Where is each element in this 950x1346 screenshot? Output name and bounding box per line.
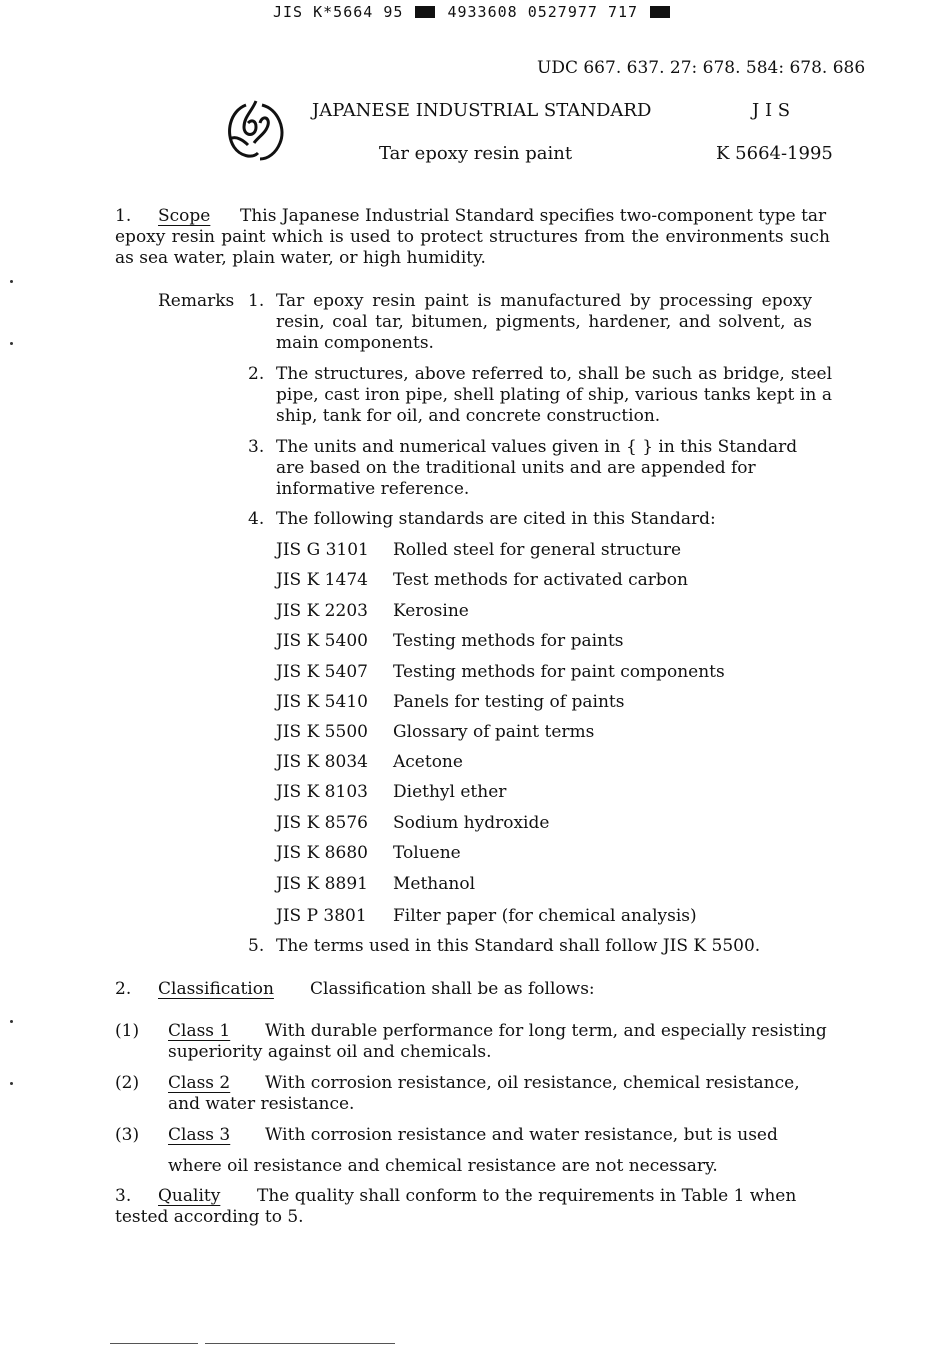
barcode-right-text: 4933608 0527977 717 xyxy=(447,3,639,21)
footer-rule xyxy=(205,1343,395,1344)
remark-number: 1. xyxy=(248,291,265,311)
standard-code: JIS P 3801 xyxy=(276,906,367,926)
document-number: K 5664-1995 xyxy=(716,143,833,164)
class-number: (3) xyxy=(115,1125,140,1145)
class-description: and water resistance. xyxy=(168,1094,355,1114)
classification-heading: Classification xyxy=(158,979,274,999)
standard-title: Testing methods for paints xyxy=(393,631,624,651)
cited-standard-row xyxy=(276,540,681,561)
remarks-label: Remarks xyxy=(158,291,235,311)
document-barcode xyxy=(273,2,672,23)
document-title: Tar epoxy resin paint xyxy=(379,143,573,164)
standard-code: JIS K 8680 xyxy=(276,843,368,863)
standard-title: Diethyl ether xyxy=(393,782,507,802)
standard-title: Kerosine xyxy=(393,601,469,621)
scope-text: epoxy resin paint which is used to protect structures from the environments such as sea water, plain water, or high humidity. xyxy=(115,227,830,268)
standard-title: Toluene xyxy=(393,843,461,863)
scan-speck xyxy=(10,1082,13,1085)
scan-speck xyxy=(10,342,13,345)
classification-text: Classification shall be as follows: xyxy=(310,979,595,999)
standard-code: JIS K 1474 xyxy=(276,570,368,590)
footer-rule xyxy=(110,1343,198,1344)
standard-code: JIS K 2203 xyxy=(276,601,368,621)
standard-title: Panels for testing of paints xyxy=(393,692,625,712)
barcode-block xyxy=(415,6,435,18)
standard-title: Glossary of paint terms xyxy=(393,722,595,742)
cited-standard-row xyxy=(276,752,463,773)
scan-speck xyxy=(10,1020,13,1023)
standard-title: Filter paper (for chemical analysis) xyxy=(393,906,697,926)
cited-standard-row xyxy=(276,906,697,927)
class-name: Class 2 xyxy=(168,1073,231,1093)
standard-title: Rolled steel for general structure xyxy=(393,540,682,560)
class-name: Class 1 xyxy=(168,1021,231,1041)
standard-title: JAPANESE INDUSTRIAL STANDARD xyxy=(312,100,652,121)
cited-standard-row xyxy=(276,662,725,683)
class-number: (1) xyxy=(115,1021,140,1041)
classification-number: 2. xyxy=(115,979,132,999)
standard-code: JIS K 5407 xyxy=(276,662,368,682)
quality-text: tested according to 5. xyxy=(115,1207,304,1227)
udc-code: UDC 667. 637. 27: 678. 584: 678. 686 xyxy=(537,58,866,78)
standard-code: JIS G 3101 xyxy=(276,540,369,560)
cited-standard-row xyxy=(276,631,624,652)
quality-number: 3. xyxy=(115,1186,132,1206)
standard-title: Acetone xyxy=(393,752,463,772)
remark-text: Tar epoxy resin paint is manufactured by processing epoxy resin, coal tar, bitumen, pigments, hardener, and solvent, as main components. xyxy=(276,291,812,353)
remark-text: The units and numerical values given in { } in this Standard are based on the traditional units and are appended for informative reference. xyxy=(276,437,798,499)
cited-standard-row xyxy=(276,601,469,622)
quality-text: The quality shall conform to the requirements in Table 1 when xyxy=(257,1186,797,1206)
remark-text: The structures, above referred to, shall be such as bridge, steel pipe, cast iron pipe, shell plating of ship, various tanks kept in a ship, tank for oil, and concrete construction. xyxy=(276,364,832,426)
standard-code: JIS K 8891 xyxy=(276,874,368,894)
jis-mark: J I S xyxy=(752,100,791,121)
cited-standard-row xyxy=(276,874,475,895)
scope-heading: Scope xyxy=(158,206,211,226)
remark-number: 4. xyxy=(248,509,265,529)
standard-code: JIS K 8034 xyxy=(276,752,368,772)
barcode-left-text: JIS K*5664 95 xyxy=(273,3,404,21)
standard-code: JIS K 5400 xyxy=(276,631,368,651)
cited-standard-row xyxy=(276,722,594,743)
standard-title: Testing methods for paint components xyxy=(393,662,725,682)
remark-number: 5. xyxy=(248,936,265,956)
standard-title: Test methods for activated carbon xyxy=(393,570,688,590)
standard-title: Methanol xyxy=(393,874,476,894)
class-description: With durable performance for long term, and especially resisting xyxy=(265,1021,827,1041)
class-description: With corrosion resistance and water resistance, but is used xyxy=(265,1125,778,1145)
class-number: (2) xyxy=(115,1073,140,1093)
scan-speck xyxy=(10,280,13,283)
standard-code: JIS K 5410 xyxy=(276,692,368,712)
standard-code: JIS K 8576 xyxy=(276,813,368,833)
quality-heading: Quality xyxy=(158,1186,221,1206)
standard-code: JIS K 8103 xyxy=(276,782,368,802)
cited-standard-row xyxy=(276,813,549,834)
scope-number: 1. xyxy=(115,206,132,226)
class-description: superiority against oil and chemicals. xyxy=(168,1042,492,1062)
remark-number: 3. xyxy=(248,437,265,457)
cited-standard-row xyxy=(276,570,688,591)
class-description: With corrosion resistance, oil resistance, chemical resistance, xyxy=(265,1073,800,1093)
cited-standard-row xyxy=(276,843,461,864)
barcode-block xyxy=(650,6,670,18)
cited-standard-row xyxy=(276,782,506,803)
remark-text: The following standards are cited in this Standard: xyxy=(276,509,716,529)
remark-number: 2. xyxy=(248,364,265,384)
scope-text-line1: This Japanese Industrial Standard specifies two-component type tar xyxy=(240,206,827,226)
remark-text: The terms used in this Standard shall follow JIS K 5500. xyxy=(276,936,761,956)
class-name: Class 3 xyxy=(168,1125,231,1145)
cited-standard-row xyxy=(276,692,624,713)
jis-logo-icon xyxy=(222,97,288,163)
class-description: where oil resistance and chemical resistance are not necessary. xyxy=(168,1156,718,1176)
standard-code: JIS K 5500 xyxy=(276,722,368,742)
standard-title: Sodium hydroxide xyxy=(393,813,550,833)
